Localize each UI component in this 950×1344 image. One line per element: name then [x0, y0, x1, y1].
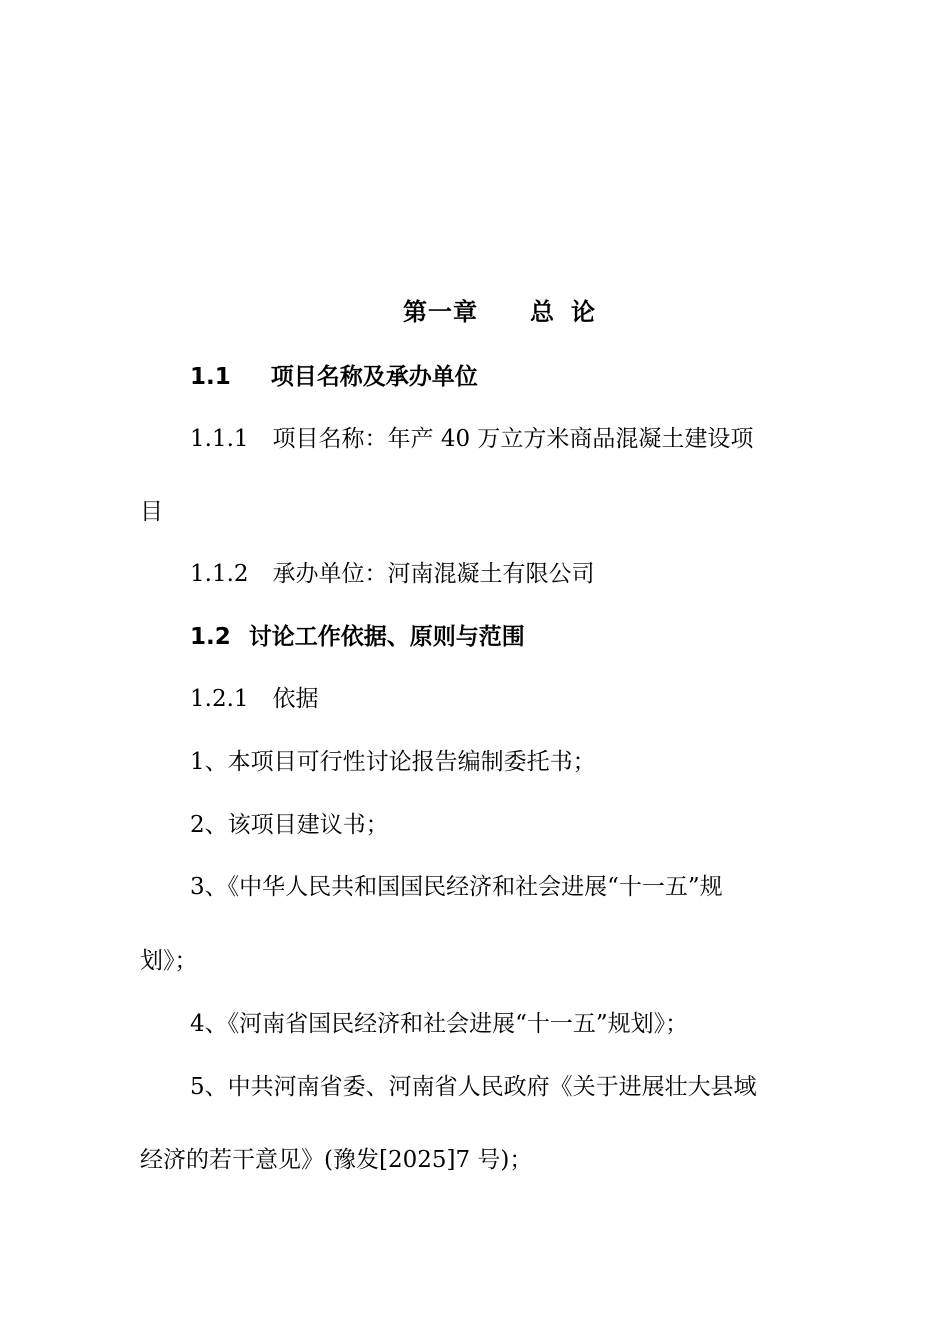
chapter-label: 第一章	[403, 298, 478, 326]
basis-item-2: 2、该项目建议书；	[190, 812, 389, 838]
section-1-1-1-number: 1.1.1	[190, 426, 249, 452]
section-1-2-1-line	[190, 684, 319, 714]
chapter-title-b: 论	[571, 298, 596, 326]
basis-item-1: 1、本项目可行性讨论报告编制委托书；	[190, 749, 596, 775]
section-1-1-2-number: 1.1.2	[190, 561, 249, 587]
basis-item-3-continuation: 划》；	[140, 948, 198, 974]
section-1-2-1-number: 1.2.1	[190, 686, 249, 712]
section-1-1-title: 项目名称及承办单位	[270, 364, 478, 390]
section-1-2-heading	[190, 622, 525, 652]
section-1-1-number: 1.1	[190, 364, 231, 390]
basis-item-3: 3、《中华人民共和国国民经济和社会进展“十一五”规	[190, 874, 723, 900]
basis-item-5-continuation: 经济的若干意见》(豫发[2025]7 号)；	[140, 1147, 533, 1173]
chapter-title	[403, 297, 596, 327]
section-1-2-number: 1.2	[190, 624, 231, 650]
section-1-2-1-title: 依据	[272, 686, 319, 712]
section-1-2-title: 讨论工作依据、原则与范围	[248, 624, 525, 650]
section-1-1-heading	[190, 362, 478, 392]
section-1-1-1-continuation: 目	[140, 499, 163, 525]
chapter-title-a: 总	[530, 298, 555, 326]
section-1-1-1-text: 项目名称：年产 40 万立方米商品混凝土建设项	[272, 426, 754, 452]
basis-item-4: 4、《河南省国民经济和社会进展“十一五”规划》；	[190, 1011, 689, 1037]
basis-item-5: 5、中共河南省委、河南省人民政府《关于进展壮大县域	[190, 1074, 757, 1100]
section-1-1-1-line	[190, 424, 753, 454]
section-1-1-2-text: 承办单位：河南混凝土有限公司	[272, 561, 595, 587]
section-1-1-2-line	[190, 559, 595, 589]
